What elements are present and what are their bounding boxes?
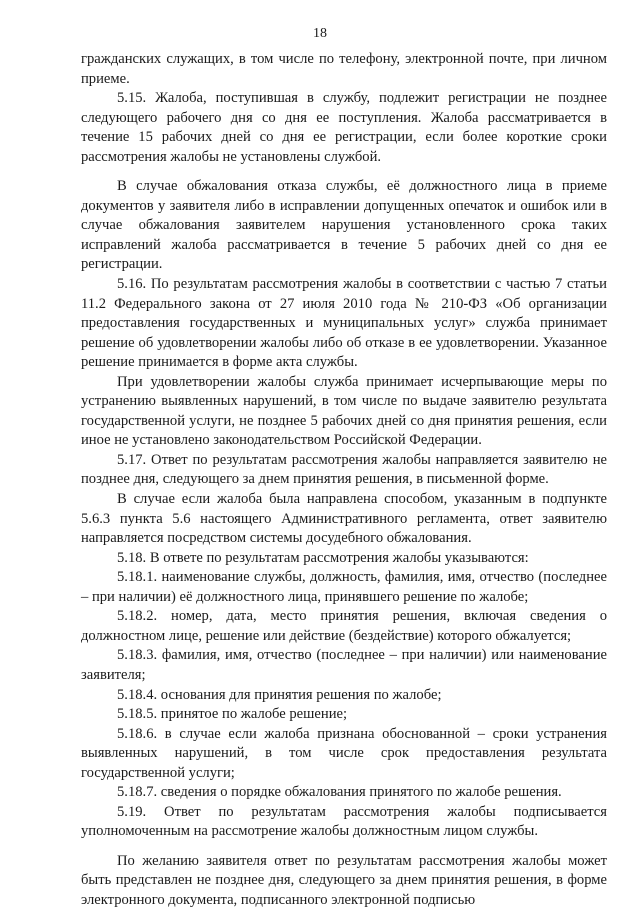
paragraph-continuation: гражданских служащих, в том числе по телефону, электронной почте, при личном приеме. <box>81 51 607 87</box>
paragraph-refusal-appeal: В случае обжалования отказа службы, её должностного лица в приеме документов у заявителя либо в исправлении допущенных опечаток и ошибок или в случае обжалования заявителем нарушения установленного срока таких исправлений жалоба рассматривается в течение 5 рабочих дней со дня ее регистрации. <box>81 178 607 273</box>
paragraph-pre-trial-system: В случае если жалоба была направлена способом, указанным в подпункте 5.6.3 пункта 5.6 настоящего Административного регламента, ответ заявителю направляется посредством системы досудебного обжалования. <box>81 491 607 547</box>
paragraph-5-15: 5.15. Жалоба, поступившая в службу, подлежит регистрации не позднее следующего рабочего дня со дня ее поступления. Жалоба рассматривается в течение 15 рабочих дней со дня ее регистрации, если более короткие сроки рассмотрения жалобы не установлены службой. <box>81 90 607 165</box>
paragraph-5-18-1: 5.18.1. наименование службы, должность, фамилия, имя, отчество (последнее – при наличии) её должностного лица, принявшего решение по жалобе; <box>81 569 607 605</box>
paragraph-electronic-answer: По желанию заявителя ответ по результатам рассмотрения жалобы может быть представлен не позднее дня, следующего за днем принятия решения, в форме электронного документа, подписанного электронной подписью <box>81 852 607 908</box>
paragraph-5-18-7: 5.18.7. сведения о порядке обжалования принятого по жалобе решения. <box>117 784 562 801</box>
paragraph-5-18-2: 5.18.2. номер, дата, место принятия решения, включая сведения о должностном лице, решение или действие (бездействие) которого обжалуется; <box>81 608 607 644</box>
page-number: 18 <box>313 26 327 41</box>
paragraph-5-18-3: 5.18.3. фамилия, имя, отчество (последнее – при наличии) или наименование заявителя; <box>81 647 607 683</box>
paragraph-5-19: 5.19. Ответ по результатам рассмотрения жалобы подписывается уполномоченным на рассмотрение жалобы должностным лицом службы. <box>81 803 607 840</box>
paragraph-satisfaction: При удовлетворении жалобы служба принимает исчерпывающие меры по устранению выявленных нарушений, в том числе по выдаче заявителю результата государственной услуги, не позднее 5 рабочих дней со дня принятия решения, если иное не установлено законодательством Российской Федерации. <box>81 373 607 449</box>
paragraph-5-18: 5.18. В ответе по результатам рассмотрения жалобы указываются: <box>117 549 529 566</box>
document-body <box>81 50 607 911</box>
paragraph-5-16: 5.16. По результатам рассмотрения жалобы в соответствии с частью 7 статьи 11.2 Федерального закона от 27 июля 2010 года № 210-ФЗ «Об организации предоставления государственных и муниципальных услуг» служба принимает решение об удовлетворении жалобы либо об отказе в ее удовлетворении. Указанное решение принимается в форме акта службы. <box>81 276 607 371</box>
paragraph-5-18-4: 5.18.4. основания для принятия решения по жалобе; <box>117 686 442 703</box>
paragraph-5-17: 5.17. Ответ по результатам рассмотрения жалобы направляется заявителю не позднее дня, следующего за днем принятия решения, в письменной форме. <box>81 451 607 488</box>
paragraph-5-18-6: 5.18.6. в случае если жалоба признана обоснованной – сроки устранения выявленных нарушений, в том числе срок предоставления результата государственной услуги; <box>81 725 607 781</box>
paragraph-5-18-5: 5.18.5. принятое по жалобе решение; <box>117 706 348 723</box>
